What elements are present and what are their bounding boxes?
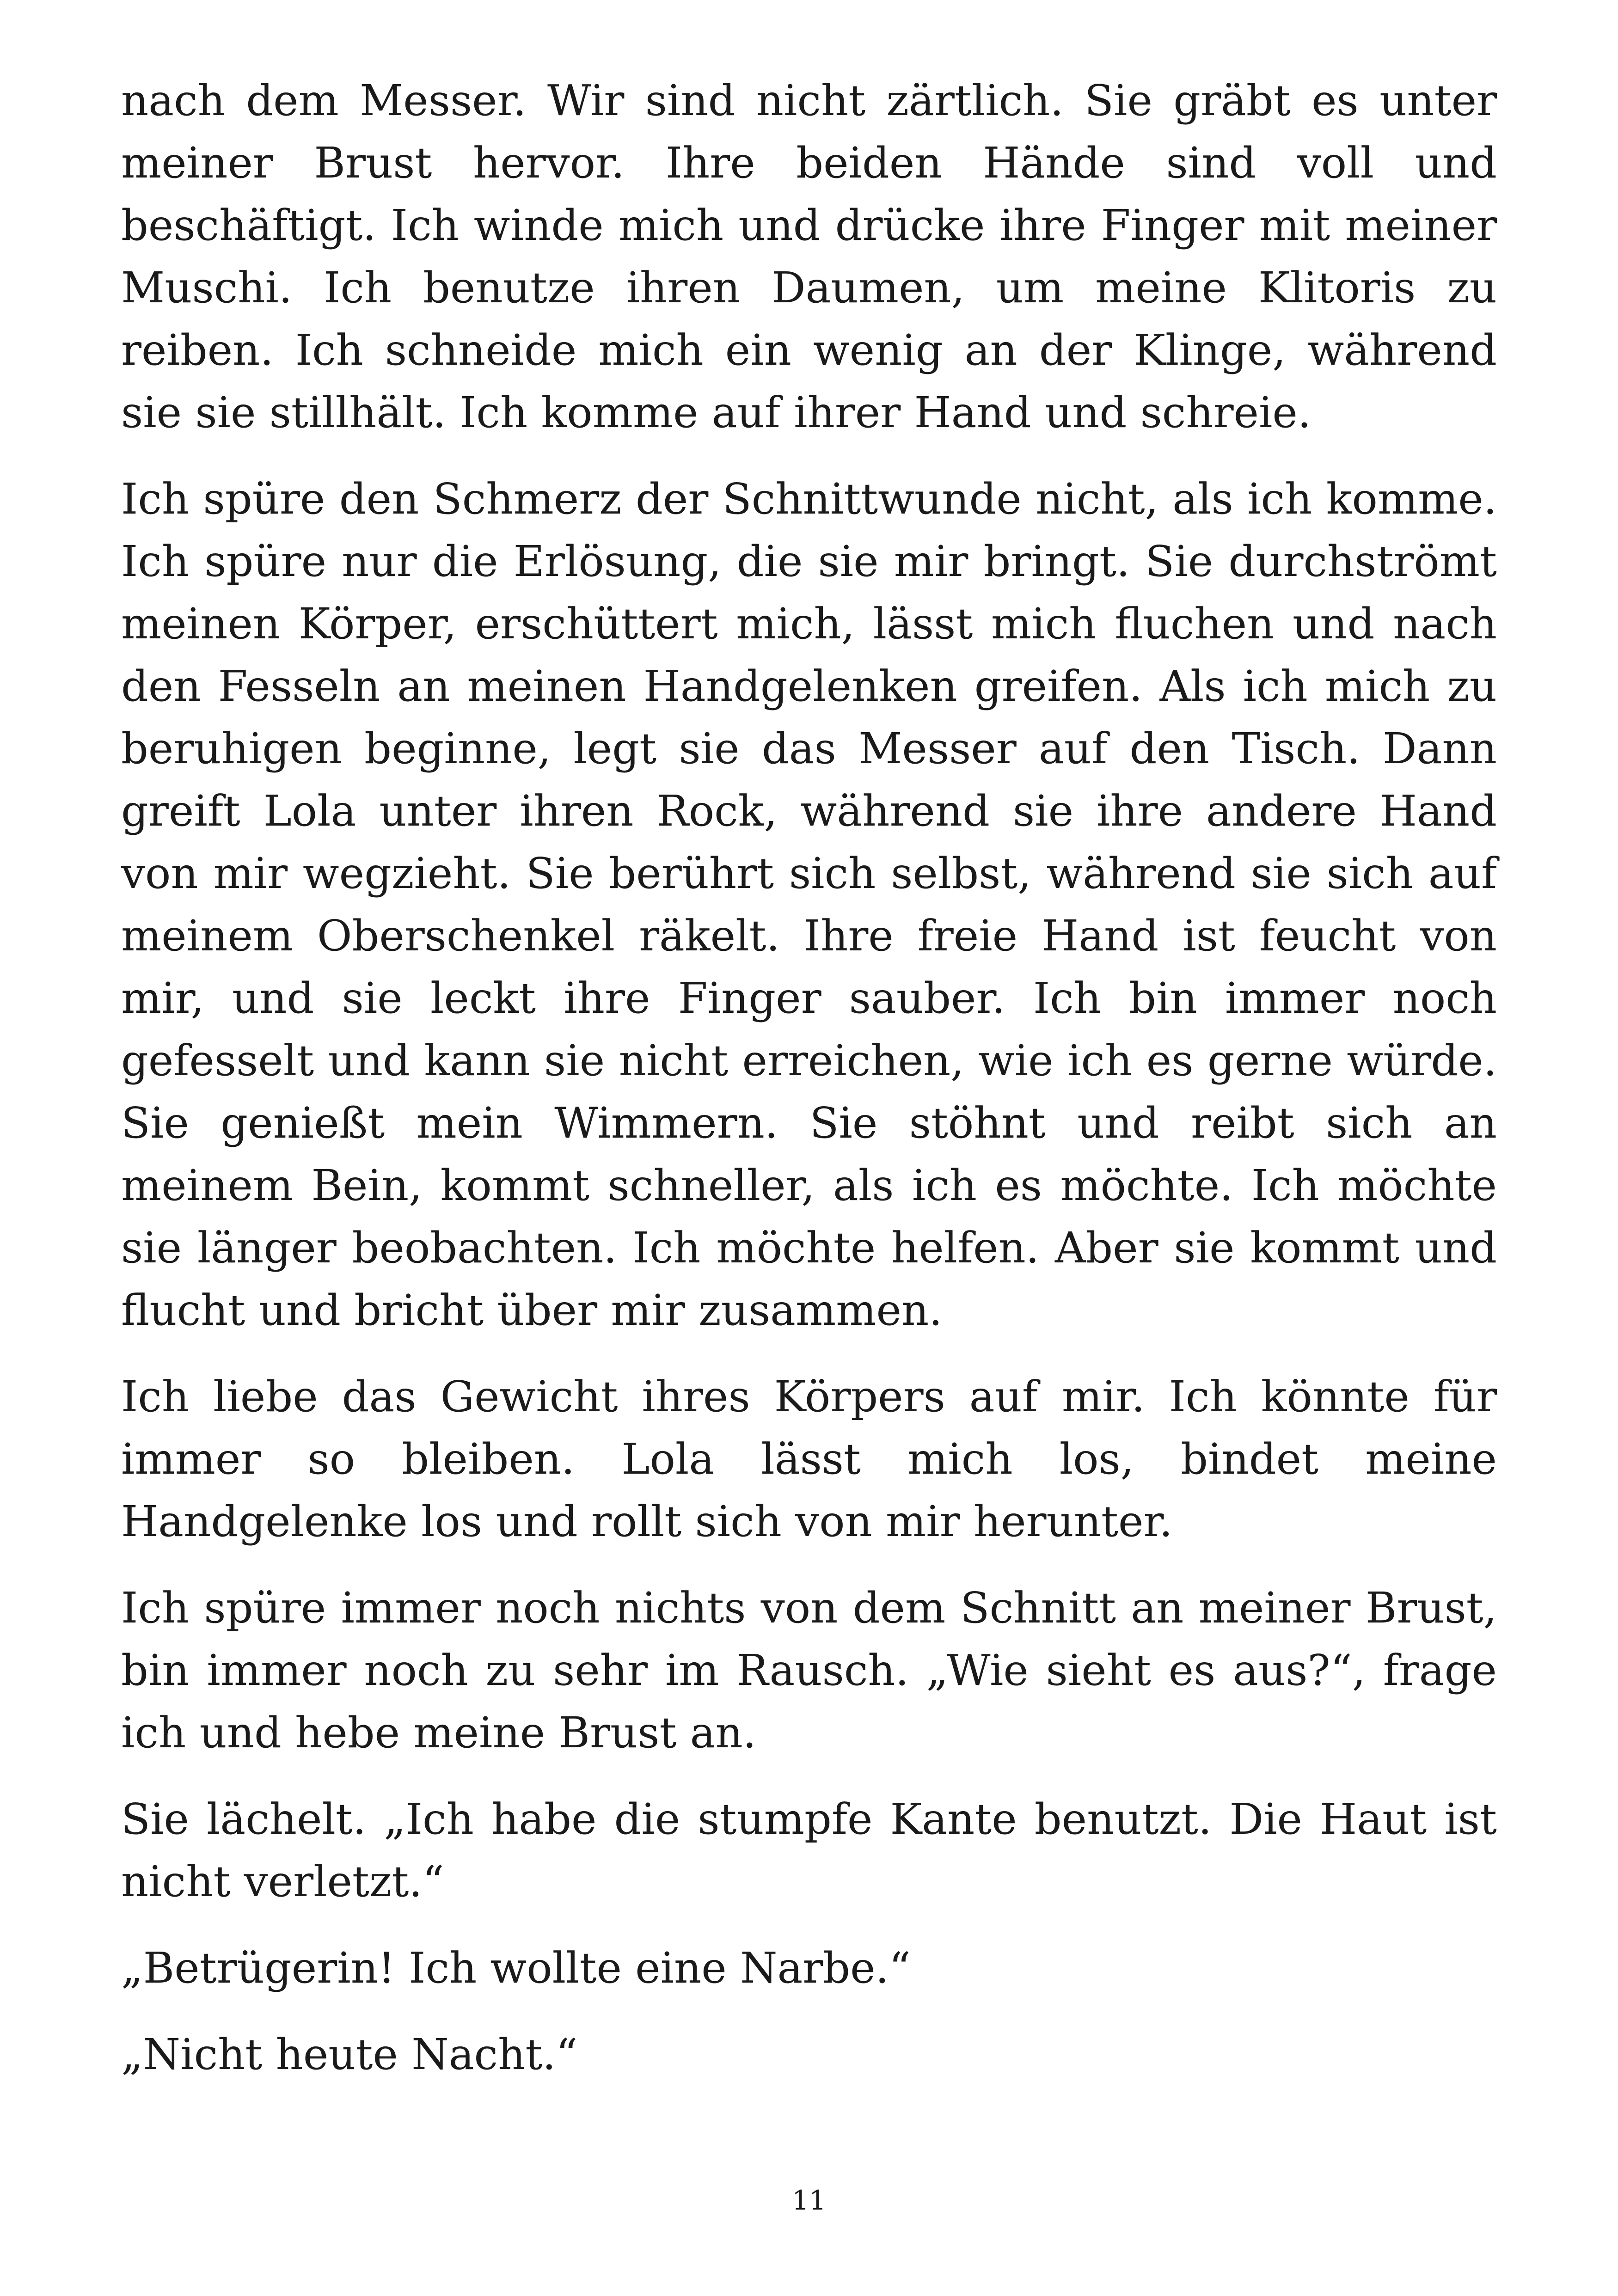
paragraph-5: Sie lächelt. „Ich habe die stumpfe Kante benutzt. Die Haut ist nicht verletzt.“ bbox=[121, 1794, 1497, 1906]
page-body bbox=[121, 69, 1497, 2110]
paragraph-2: Ich spüre den Schmerz der Schnittwunde nicht, als ich komme. Ich spüre nur die Erlösung, die sie mir bringt. Sie durchströmt meinen Körper, erschüttert mich, lässt mich fluchen und nach den Fesseln an meinen Handgelenken greifen. Als ich mich zu beruhigen beginne, legt sie das Messer auf den Tisch. Dann greift Lola unter ihren Rock, während sie ihre andere Hand von mir wegzieht. Sie berührt sich selbst, während sie sich auf meinem Oberschenkel räkelt. Ihre freie Hand ist feucht von mir, und sie leckt ihre Finger sauber. Ich bin immer noch gefesselt und kann sie nicht erreichen, wie ich es gerne würde. Sie genießt mein Wimmern. Sie stöhnt und reibt sich an meinem Bein, kommt schneller, als ich es möchte. Ich möchte sie länger beobachten. Ich möchte helfen. Aber sie kommt und flucht und bricht über mir zusammen. bbox=[121, 474, 1497, 1335]
paragraph-1: nach dem Messer. Wir sind nicht zärtlich. Sie gräbt es unter meiner Brust hervor. Ihre beiden Hände sind voll und beschäftigt. Ich winde mich und drücke ihre Finger mit meiner Muschi. Ich benutze ihren Daumen, um meine Klitoris zu reiben. Ich schneide mich ein wenig an der Klinge, während sie sie stillhält. Ich komme auf ihrer Hand und schreie. bbox=[121, 76, 1497, 437]
paragraph-3: Ich liebe das Gewicht ihres Körpers auf mir. Ich könnte für immer so bleiben. Lola lässt mich los, bindet meine Handgelenke los und rollt sich von mir herunter. bbox=[121, 1372, 1497, 1546]
paragraph-7: „Nicht heute Nacht.“ bbox=[121, 2030, 578, 2079]
page-number: 11 bbox=[792, 2185, 826, 2216]
paragraph-4: Ich spüre immer noch nichts von dem Schnitt an meiner Brust, bin immer noch zu sehr im Rausch. „Wie sieht es aus?“, frage ich und hebe meine Brust an. bbox=[121, 1583, 1497, 1757]
paragraph-6: „Betrügerin! Ich wollte eine Narbe.“ bbox=[121, 1943, 911, 1993]
